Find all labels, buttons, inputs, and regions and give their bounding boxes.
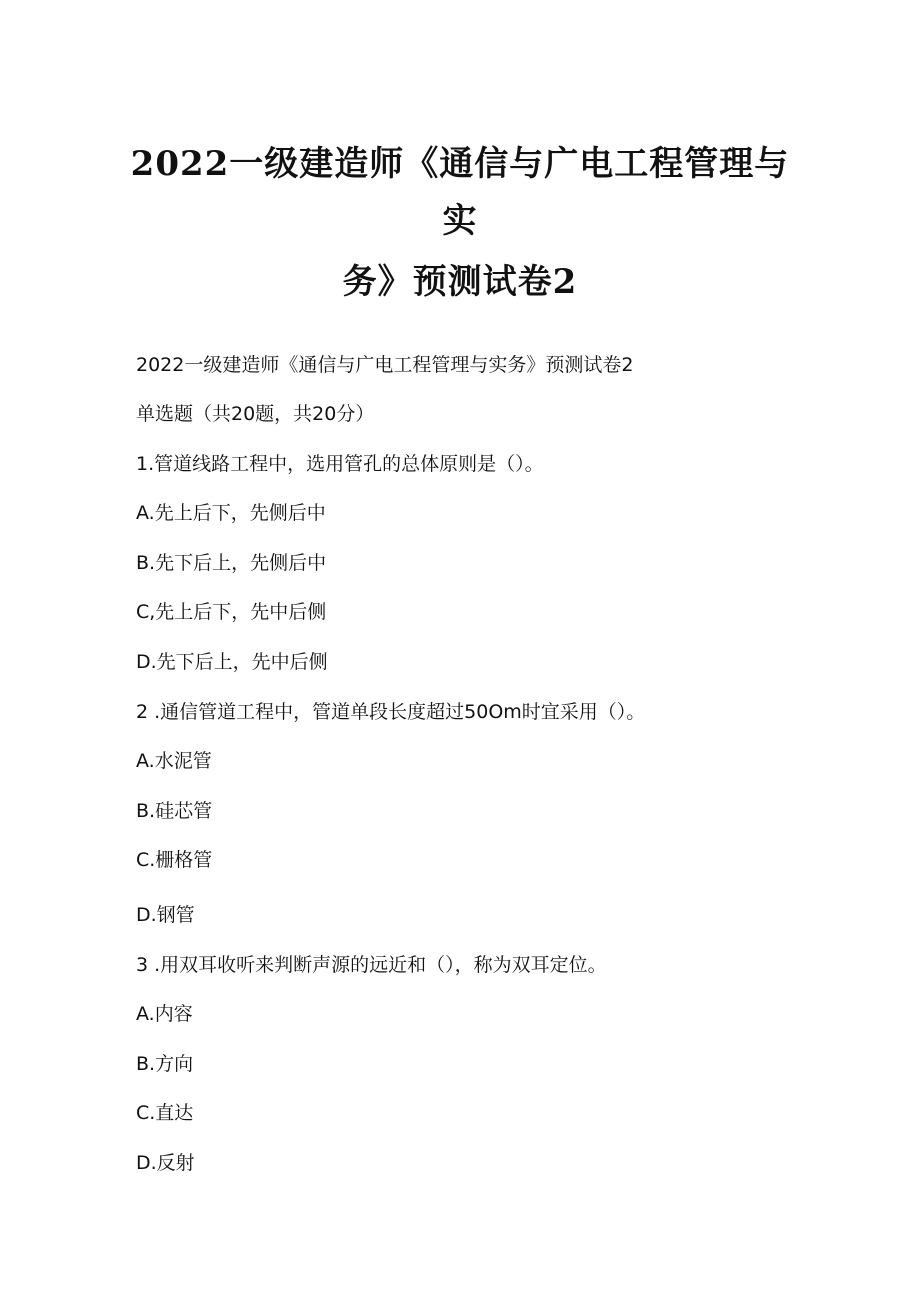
exam-heading: 2022一级建造师《通信与广电工程管理与实务》预测试卷2	[136, 354, 634, 376]
question-1-option-c: C,先上后下，先中后侧	[136, 601, 327, 623]
question-2-option-b: B.硅芯管	[136, 800, 213, 822]
question-3-option-a: A.内容	[136, 1003, 193, 1025]
question-3-option-d: D.反射	[136, 1152, 195, 1174]
question-1-option-b: B.先下后上，先侧后中	[136, 552, 327, 574]
question-1-option-d: D.先下后上，先中后侧	[136, 651, 328, 673]
doc-title-line-3: 务》预测试卷2	[342, 262, 578, 302]
question-2-option-d: D.钢管	[136, 904, 195, 926]
question-3-option-b: B.方向	[136, 1053, 194, 1075]
question-2-option-c: C.栅格管	[136, 849, 213, 871]
doc-title-line-1: 2022一级建造师《通信与广电工程管理与	[130, 144, 790, 184]
question-1: 1.管道线路工程中，选用管孔的总体原则是（）。	[136, 453, 544, 475]
question-2: 2 .通信管道工程中，管道单段长度超过50Om时宜采用（）。	[136, 701, 646, 723]
question-3-option-c: C.直达	[136, 1102, 194, 1124]
question-3: 3 .用双耳收听来判断声源的远近和（），称为双耳定位。	[136, 954, 607, 976]
section-heading: 单选题（共20题，共20分）	[136, 403, 375, 425]
doc-title-line-2: 实	[442, 201, 478, 241]
question-1-option-a: A.先上后下，先侧后中	[136, 502, 326, 524]
question-2-option-a: A.水泥管	[136, 750, 212, 772]
